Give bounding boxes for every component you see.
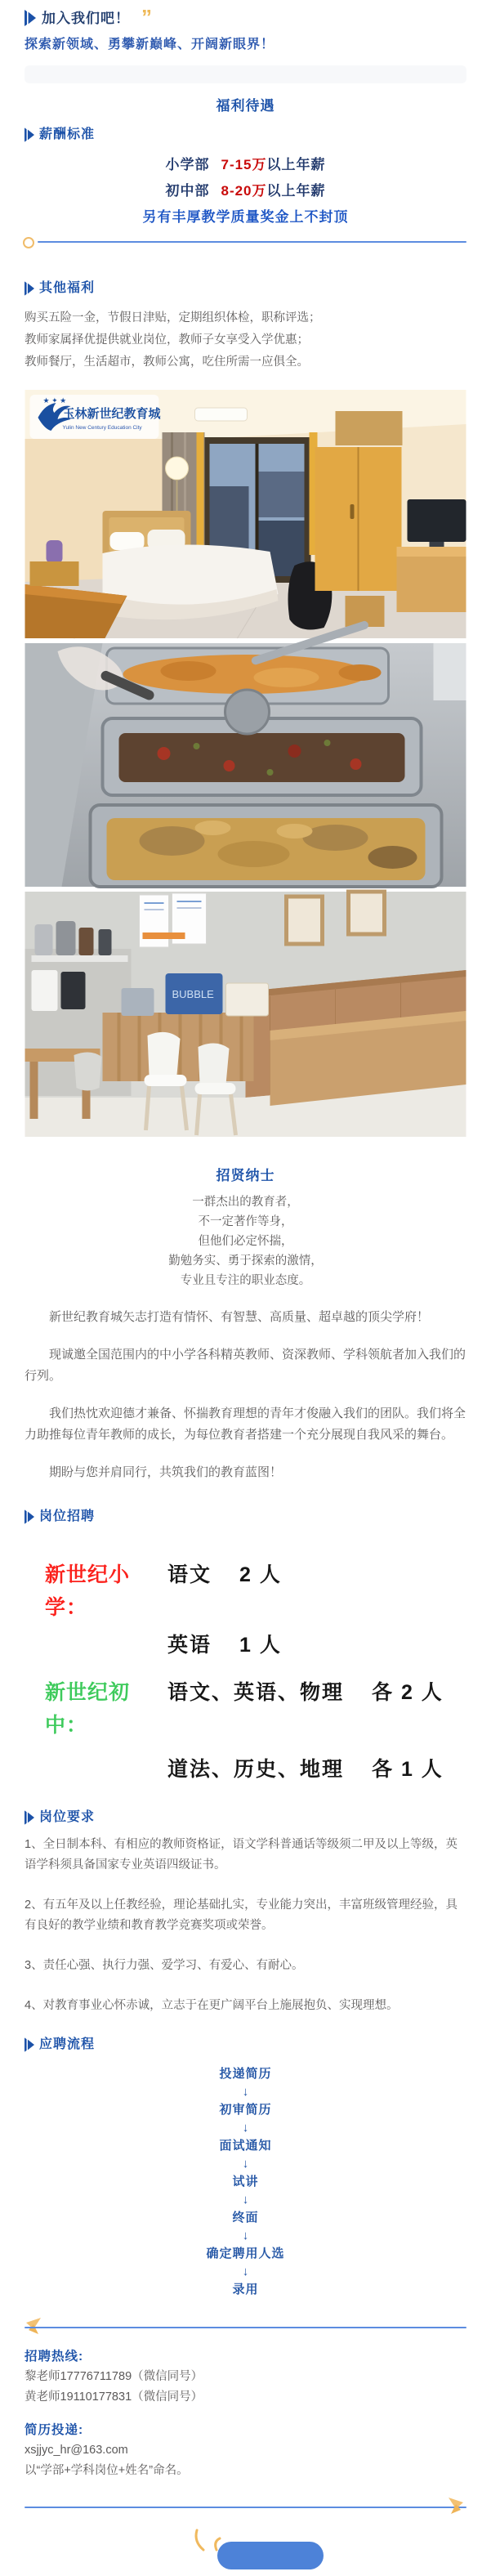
requirement-item: 1、全日制本科、有相应的教师资格证，语文学科普通话等级须二甲及以上等级，英语学科须具备国家专业英语四级证书。 [25,1838,458,1872]
resume-email: xsjjyc_hr@163.com [25,2444,128,2457]
hotline-number: 黄老师19110177831（微信同号） [25,2390,203,2404]
job-subjects: 语文、英语、物理 [167,1681,345,1704]
hotline-list [25,2367,466,2408]
section-others-title: 其他福利 [39,281,96,295]
recruit-paragraph: 现诚邀全国范围内的中小学各科精英教师、资深教师、学科领航者加入我们的行列。 [25,1348,466,1383]
job-group-label: 新世纪小学： [45,1563,131,1619]
flow-unit [25,2209,466,2244]
section-salary-title: 薪酬标准 [39,127,96,141]
requirement-item: 2、有五年及以上任教经验，理论基础扎实，专业能力突出，丰富班级管理经验，具有良好的教学业绩和教育教学竞赛奖项或荣誉。 [25,1898,458,1932]
flow-unit [25,2173,466,2208]
quote-icon: ” [141,5,150,29]
section-jobs-title: 岗位招聘 [39,1509,96,1523]
down-arrow-icon: ↓ [242,2157,249,2171]
recruit-paragraph: 新世纪教育城矢志打造有情怀、有智慧、高质量、超卓越的顶尖学府！ [49,1310,430,1324]
salary-bonus: 另有丰厚教学质量奖金上不封顶 [142,209,349,225]
down-arrow-icon: ↓ [242,2121,249,2135]
section-others-header [25,280,466,297]
job-row [45,1753,466,1786]
resume-naming-note: 以“学部+学科岗位+姓名”命名。 [25,2464,189,2477]
join-us-header [25,0,466,28]
salary-rows [25,155,466,201]
svg-text:★ ✦ ★: ★ ✦ ★ [42,396,67,405]
flow-unit [25,2245,466,2280]
svg-text:Yulin New Century Education Ci: Yulin New Century Education City [62,425,142,431]
photo-teacher-restaurant[interactable] [25,892,466,1137]
flag-icon [25,127,34,142]
flow-unit [25,2137,466,2172]
poem-line: 勤勉务实、勇于探索的激情， [168,1254,323,1268]
flow-step: 投递简历 [219,2067,272,2081]
down-arrow-icon: ↓ [242,2265,249,2279]
recruit-poem [25,1192,466,1290]
hotline-number: 黎老师17776711789（微信同号） [25,2370,203,2383]
recruit-heading: 招贤纳士 [216,1168,275,1183]
bottom-area [25,2527,466,2576]
job-group-label: 新世纪初中： [45,1681,131,1737]
poem-line: 一群杰出的教育者， [192,1196,299,1209]
down-arrow-icon: ↓ [242,2229,249,2243]
section-salary-header [25,126,466,144]
job-count: 各 1 人 [372,1758,444,1781]
section-process-header [25,2036,466,2054]
benefit-line: 教师餐厅，生活超市，教师公寓，吃住所需一应俱全。 [25,356,309,369]
divider-bar [25,65,466,83]
job-count: 各 2 人 [372,1681,444,1704]
job-subjects: 英语 [167,1634,212,1657]
flow-unit [25,2101,466,2136]
flow-step: 终面 [232,2211,259,2225]
flag-icon [25,1810,34,1825]
flow-step: 初审简历 [219,2103,272,2117]
section-jobs-header [25,1508,466,1526]
recruit-paragraph: 期盼与您并肩同行，共筑我们的教育蓝图！ [49,1465,283,1479]
job-subjects: 语文 [167,1563,212,1586]
job-row [45,1559,466,1624]
job-group [45,1676,466,1786]
svg-text:BUBBLE: BUBBLE [172,988,214,1000]
job-count: 2 人 [239,1563,282,1586]
section-requirements-title: 岗位要求 [39,1810,96,1824]
flag-icon [25,2037,34,2052]
paper-plane-icon [445,2496,465,2516]
page-subtitle: 探索新领域、勇攀新巅峰、开阔新眼界！ [25,38,275,51]
flag-icon [25,10,36,26]
contact-divider-top [25,2321,466,2334]
flow-unit [25,2281,466,2298]
recruit-paragraphs [25,1307,466,1483]
poem-line: 但他们必定怀揣， [198,1235,293,1248]
flag-icon [25,1509,34,1524]
down-arrow-icon: ↓ [242,2193,249,2207]
requirement-list [25,1835,466,2016]
recruit-paragraph: 我们热忱欢迎德才兼备、怀揣教育理想的青年才俊融入我们的团队。我们将全力助推每位青年教师的成长，为每位教育者搭建一个充分展现自我风采的舞台。 [25,1407,466,1442]
flag-icon [25,281,34,296]
job-openings [25,1559,466,1786]
flow-step: 录用 [232,2283,259,2296]
circle-icon [23,237,34,248]
job-row [45,1629,466,1661]
section-requirements-header [25,1809,466,1827]
photo-teacher-apartment[interactable] [25,390,466,638]
benefit-line: 购买五险一金，节假日津贴，定期组织体检，职称评选； [25,311,321,324]
poem-line: 不一定著作等身， [198,1215,293,1228]
salary-row: 初中部 8-20万以上年薪 [165,183,326,199]
svg-text:玉林新世纪教育城: 玉林新世纪教育城 [62,407,161,421]
job-count: 1 人 [239,1634,282,1657]
contact-divider-bottom [25,2501,466,2514]
requirement-item: 4、对教育事业心怀赤诚，立志于在更广阔平台上施展抱负、实现理想。 [25,1999,399,2012]
salary-row: 小学部 7-15万以上年薪 [165,157,326,172]
flow-step: 确定聘用人选 [206,2247,285,2261]
process-flow [25,2065,466,2298]
down-arrow-icon: ↓ [242,2085,249,2099]
job-row [45,1676,466,1742]
benefit-lines [25,307,466,373]
job-group [45,1559,466,1661]
section-divider [25,235,466,248]
benefit-line: 教师家属择优提供就业岗位，教师子女享受入学优惠； [25,333,309,347]
flow-step: 面试通知 [219,2139,272,2153]
poem-line: 专业且专注的职业态度。 [180,1274,311,1287]
bottom-action-button[interactable] [217,2542,324,2569]
paper-plane-icon [25,2316,44,2336]
resume-title: 简历投递: [25,2423,84,2437]
welfare-heading: 福利待遇 [216,98,275,114]
flow-step: 试讲 [232,2175,259,2189]
hotline-title: 招聘热线: [25,2350,84,2364]
flow-unit [25,2065,466,2100]
job-subjects: 道法、历史、地理 [167,1758,345,1781]
requirement-item: 3、责任心强、执行力强、爱学习、有爱心、有耐心。 [25,1959,304,1972]
photo-canteen-food[interactable] [25,643,466,887]
page-title: 加入我们吧！ [42,11,130,26]
section-process-title: 应聘流程 [39,2037,96,2051]
photo-watermark [30,395,162,439]
